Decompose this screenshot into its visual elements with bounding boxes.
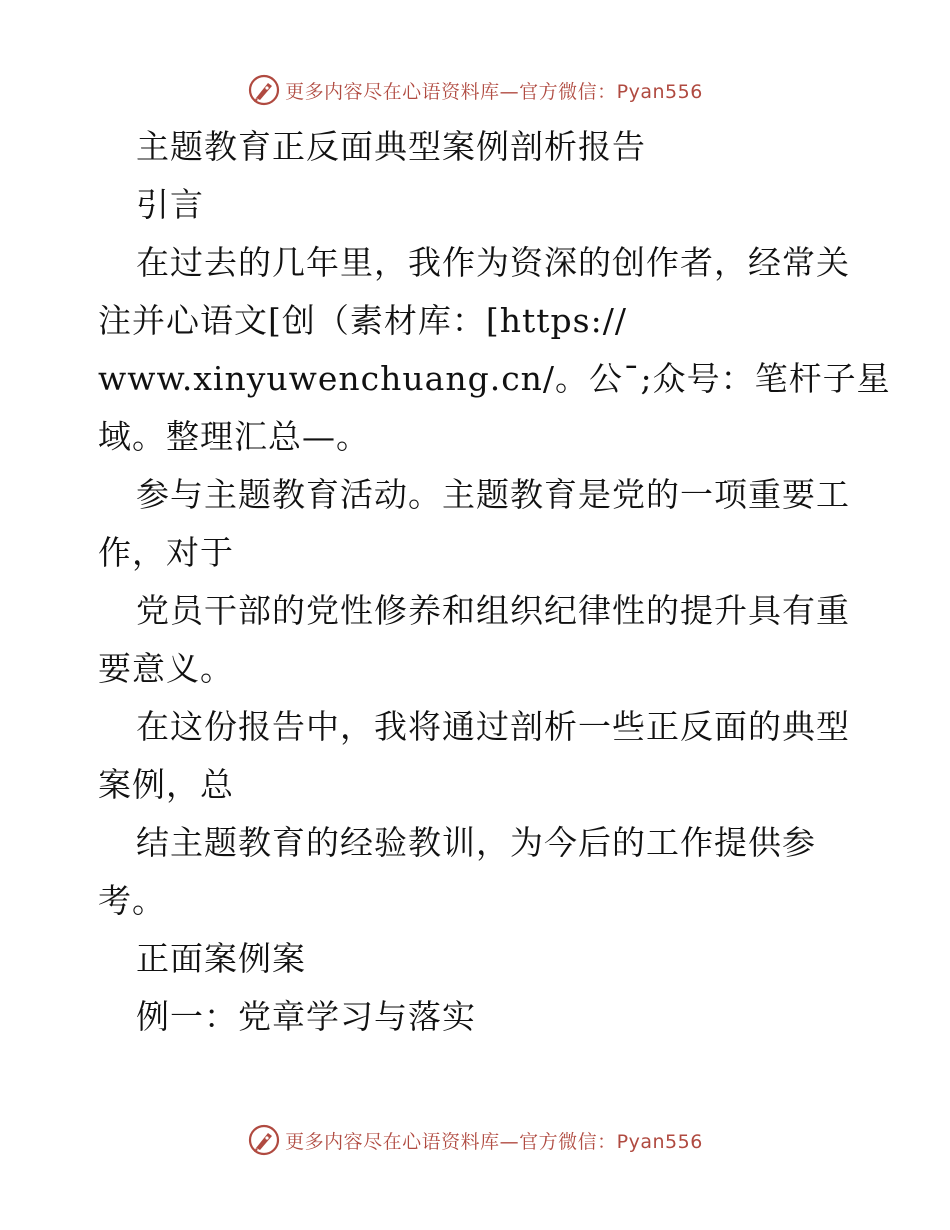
footer-watermark-banner [0, 1120, 950, 1160]
paragraph-line: 注并心语文[创（素材库：[https:// [98, 301, 627, 340]
paragraph-line: 结主题教育的经验教训，为今后的工作提供参 [136, 823, 816, 862]
paragraph-line: 域。整理汇总—。 [98, 417, 370, 456]
case-heading: 例一：党章学习与落实 [136, 997, 476, 1036]
paragraph-line: 案例，总 [98, 765, 234, 804]
section-heading-intro: 引言 [136, 185, 204, 224]
paragraph-line: 在过去的几年里，我作为资深的创作者，经常关 [136, 243, 850, 282]
header-watermark-banner [0, 70, 950, 110]
watermark-text: 更多内容尽在心语资料库—官方微信：Pyan556 [285, 80, 703, 103]
pen-nib-logo-icon [247, 73, 281, 107]
section-heading-positive-cases: 正面案例案 [136, 939, 306, 978]
paragraph-line: 要意义。 [98, 649, 234, 688]
paragraph-line: www.xinyuwenchuang.cn/。公¯;众号：笔杆子星 [98, 359, 891, 398]
paragraph-line: 考。 [98, 881, 166, 920]
paragraph-line: 参与主题教育活动。主题教育是党的一项重要工 [136, 475, 850, 514]
watermark-text: 更多内容尽在心语资料库—官方微信：Pyan556 [285, 1130, 703, 1153]
paragraph-line: 在这份报告中，我将通过剖析一些正反面的典型 [136, 707, 850, 746]
paragraph-line: 党员干部的党性修养和组织纪律性的提升具有重 [136, 591, 850, 630]
pen-nib-logo-icon [247, 1123, 281, 1157]
document-body [98, 118, 891, 1046]
document-title: 主题教育正反面典型案例剖析报告 [136, 127, 646, 166]
paragraph-line: 作，对于 [98, 533, 234, 572]
